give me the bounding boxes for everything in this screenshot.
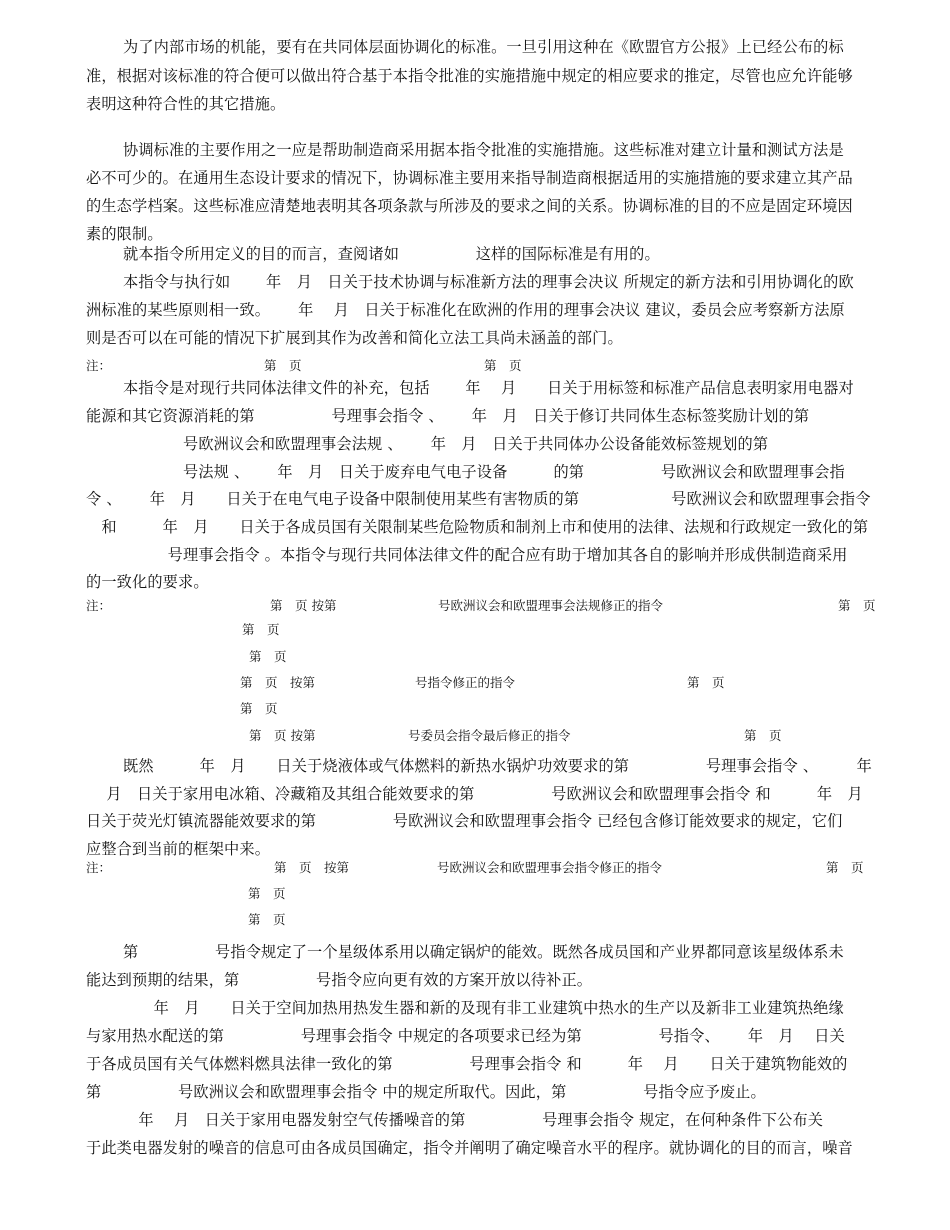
footnote-fragment: 第 页 按第 — [249, 728, 316, 743]
text-line: 于各成员国有关气体燃料燃具法律一致化的第 号理事会指令 和 年 月 日关于建筑物能效的 — [86, 1055, 848, 1073]
text-line: 年 月 日关于空间加热用热发生器和新的及现有非工业建筑中热水的生产以及新非工业建筑热绝缘 — [123, 999, 844, 1017]
text-line: 第 号指令规定了一个星级体系用以确定锅炉的能效。既然各成员国和产业界都同意该星级体系未 — [123, 943, 844, 961]
text-line: 能达到预期的结果，第 号指令应向更有效的方案开放以待补正。 — [86, 971, 593, 989]
footnote-fragment: 号欧洲议会和欧盟理事会法规修正的指令 — [438, 598, 664, 613]
text-line: 号欧洲议会和欧盟理事会法规 、 年 月 日关于共同体办公设备能效标签规划的第 — [86, 435, 769, 453]
footnote-fragment: 第 页 — [264, 358, 302, 373]
text-line: 准，根据对该标准的符合便可以做出符合基于本指令批准的实施措施中规定的相应要求的推定，尽管也应允许能够 — [86, 67, 853, 85]
text-line: 的生态学档案。这些标准应清楚地表明其各项条款与所涉及的要求之间的关系。协调标准的目的不应是固定环境因 — [86, 197, 853, 215]
footnote-fragment: 第 页 — [484, 358, 522, 373]
text-line: 的一致化的要求。 — [86, 573, 209, 591]
text-line: 则是否可以在可能的情况下扩展到其作为改善和简化立法工具尚未涵盖的部门。 — [86, 329, 623, 347]
text-line: 月 日关于家用电冰箱、冷藏箱及其组合能效要求的第 号欧洲议会和欧盟理事会指令 和 年 月 — [86, 785, 863, 803]
footnote-fragment: 号委员会指令最后修正的指令 — [408, 728, 571, 743]
text-line: 本指令是对现行共同体法律文件的补充，包括 年 月 日关于用标签和标准产品信息表明家用电器对 — [123, 379, 854, 397]
footnote-fragment: 号指令修正的指令 — [415, 675, 516, 690]
footnote-fragment: 第 页 — [242, 622, 280, 637]
text-line: 既然 年 月 日关于烧液体或气体燃料的新热水锅炉功效要求的第 号理事会指令 、 年 — [123, 757, 872, 775]
footnote-fragment: 第 页 — [687, 675, 725, 690]
text-line: 于此类电器发射的噪音的信息可由各成员国确定，指令并阐明了确定噪音水平的程序。就协调化的目的而言，噪音 — [86, 1139, 853, 1157]
footnote-fragment: 第 页 — [240, 701, 278, 716]
footnote-fragment: 注： — [86, 598, 112, 613]
footnote-fragment: 第 页 — [249, 649, 287, 664]
text-line: 和 年 月 日关于各成员国有关限制某些危险物质和制剂上市和使用的法律、法规和行政规定一致化的第 — [86, 518, 869, 536]
footnote-fragment: 第 页 — [838, 598, 876, 613]
footnote-fragment: 号欧洲议会和欧盟理事会指令修正的指令 — [437, 860, 663, 875]
text-line: 令 、 年 月 日关于在电气电子设备中限制使用某些有害物质的第 号欧洲议会和欧盟理事会指令 — [86, 490, 871, 508]
text-line: 日关于荧光灯镇流器能效要求的第 号欧洲议会和欧盟理事会指令 已经包含修订能效要求的规定，它们 — [86, 812, 843, 830]
footnote-fragment: 注： — [86, 358, 112, 373]
footnote-fragment: 第 页 按第 — [240, 675, 316, 690]
text-line: 年 月 日关于家用电器发射空气传播噪音的第 号理事会指令 规定，在何种条件下公布关 — [123, 1111, 824, 1129]
footnote-fragment: 第 页 — [248, 886, 286, 901]
text-line: 洲标准的某些原则相一致。 年 月 日关于标准化在欧洲的作用的理事会决议 建议，委员会应考察新方法原 — [86, 301, 845, 319]
footnote-fragment: 第 页 按第 — [270, 598, 337, 613]
footnote-fragment: 注： — [86, 860, 112, 875]
text-line: 必不可少的。在通用生态设计要求的情况下，协调标准主要用来指导制造商根据适用的实施措施的要求建立其产品 — [86, 169, 853, 187]
text-line: 能源和其它资源消耗的第 号理事会指令 、 年 月 日关于修订共同体生态标签奖励计划的第 — [86, 407, 810, 425]
text-line: 号法规 、 年 月 日关于废弃电气电子设备 的第 号欧洲议会和欧盟理事会指 — [86, 463, 845, 481]
footnote-fragment: 第 页 — [826, 860, 864, 875]
footnote-fragment: 第 页 — [248, 912, 286, 927]
text-line: 与家用热水配送的第 号理事会指令 中规定的各项要求已经为第 号指令、 年 月 日关 — [86, 1027, 845, 1045]
text-line: 就本指令所用定义的目的而言，查阅诸如 这样的国际标准是有用的。 — [123, 245, 660, 263]
text-line: 协调标准的主要作用之一应是帮助制造商采用据本指令批准的实施措施。这些标准对建立计量和测试方法是 — [123, 141, 844, 159]
text-line: 第 号欧洲议会和欧盟理事会指令 中的规定所取代。因此，第 号指令应予废止。 — [86, 1083, 766, 1101]
text-line: 素的限制。 — [86, 225, 163, 243]
footnote-fragment: 第 页 按第 — [274, 860, 350, 875]
text-line: 为了内部市场的机能，要有在共同体层面协调化的标准。一旦引用这种在《欧盟官方公报》上已经公布的标 — [123, 38, 844, 56]
footnote-fragment: 第 页 — [744, 728, 782, 743]
text-line: 表明这种符合性的其它措施。 — [86, 95, 286, 113]
text-line: 应整合到当前的框架中来。 — [86, 840, 271, 858]
text-line: 号理事会指令 。本指令与现行共同体法律文件的配合应有助于增加其各自的影响并形成供制造商采用 — [86, 546, 848, 564]
text-line: 本指令与执行如 年 月 日关于技术协调与标准新方法的理事会决议 所规定的新方法和引用协调化的欧 — [123, 273, 854, 291]
